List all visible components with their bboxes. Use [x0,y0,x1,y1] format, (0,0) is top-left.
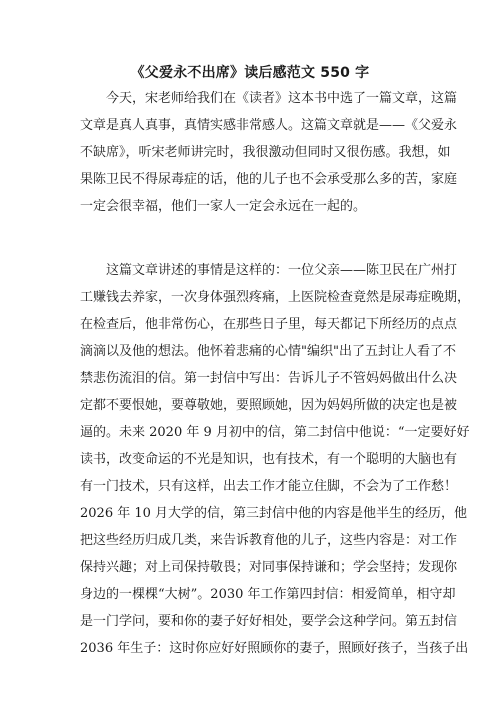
paragraph-2-line-9: 有一门技术，只有这样，出去工作才能立住脚，不会为了工作愁！ [80,479,458,494]
paragraph-1-line-2: 文章是真人真事，真情实感非常感人。这篇文章就是——《父爱永 [80,118,458,133]
paragraph-2-line-4: 滴滴以及他的想法。他怀着悲痛的心情"编织"出了五封让人看了不 [80,344,456,359]
paragraph-2-line-13: 身边的一棵棵“大树”。2030 年工作第四封信：相爱简单，相守却 [80,587,456,602]
paragraph-2-line-12: 保持兴趣；对上司保持敬畏；对同事保持谦和；学会坚持；发现你 [80,560,458,575]
paragraph-1-line-1: 今天，宋老师给我们在《读者》这本书中选了一篇文章，这篇 [106,91,458,106]
paragraph-2-line-3: 在检查后，他非常伤心，在那些日子里，每天都记下所经历的点点 [80,317,458,332]
paragraph-2-line-10: 2026 年 10 月大学的信，第三封信中他的内容是他半生的经历，他 [80,506,468,521]
paragraph-1-line-5: 一定会很幸福，他们一家人一定会永远在一起的。 [80,199,367,214]
paragraph-2-line-5: 禁悲伤流泪的信。第一封信中写出：告诉儿子不管妈妈做出什么决 [80,371,458,386]
paragraph-2-line-1: 这篇文章讲述的事情是这样的：一位父亲——陈卫民在广州打 [106,263,458,278]
paragraph-2-line-15: 2036 年生子：这时你应好好照顾你的妻子，照顾好孩子，当孩子出 [80,641,469,656]
paragraph-2-line-2: 工赚钱去养家，一次身体强烈疼痛，上医院检查竟然是尿毒症晚期， [80,290,471,305]
paragraph-2-line-11: 把这些经历归成几类，来告诉教育他的儿子，这些内容是：对工作 [80,533,458,548]
paragraph-2-line-7: 逼的。未来 2020 年 9 月初中的信，第二封信中他说：“一定要好好 [80,425,470,440]
paragraph-2-line-8: 读书，改变命运的不光是知识，也有技术，有一个聪明的大脑也有 [80,452,458,467]
paragraph-2-line-14: 是一门学问，要和你的妻子好好相处，要学会这种学问。第五封信 [80,614,458,629]
paragraph-1-line-3: 不缺席》，听宋老师讲完时，我很激动但同时又很伤感。我想，如 [80,145,451,160]
paragraph-2-line-6: 定都不要恨她，要尊敬她，要照顾她，因为妈妈所做的决定也是被 [80,398,458,413]
document-title: 《父爱永不出席》读后感范文 550 字 [130,65,370,81]
paragraph-1-line-4: 果陈卫民不得尿毒症的话，他的儿子也不会承受那么多的苦，家庭 [80,172,458,187]
